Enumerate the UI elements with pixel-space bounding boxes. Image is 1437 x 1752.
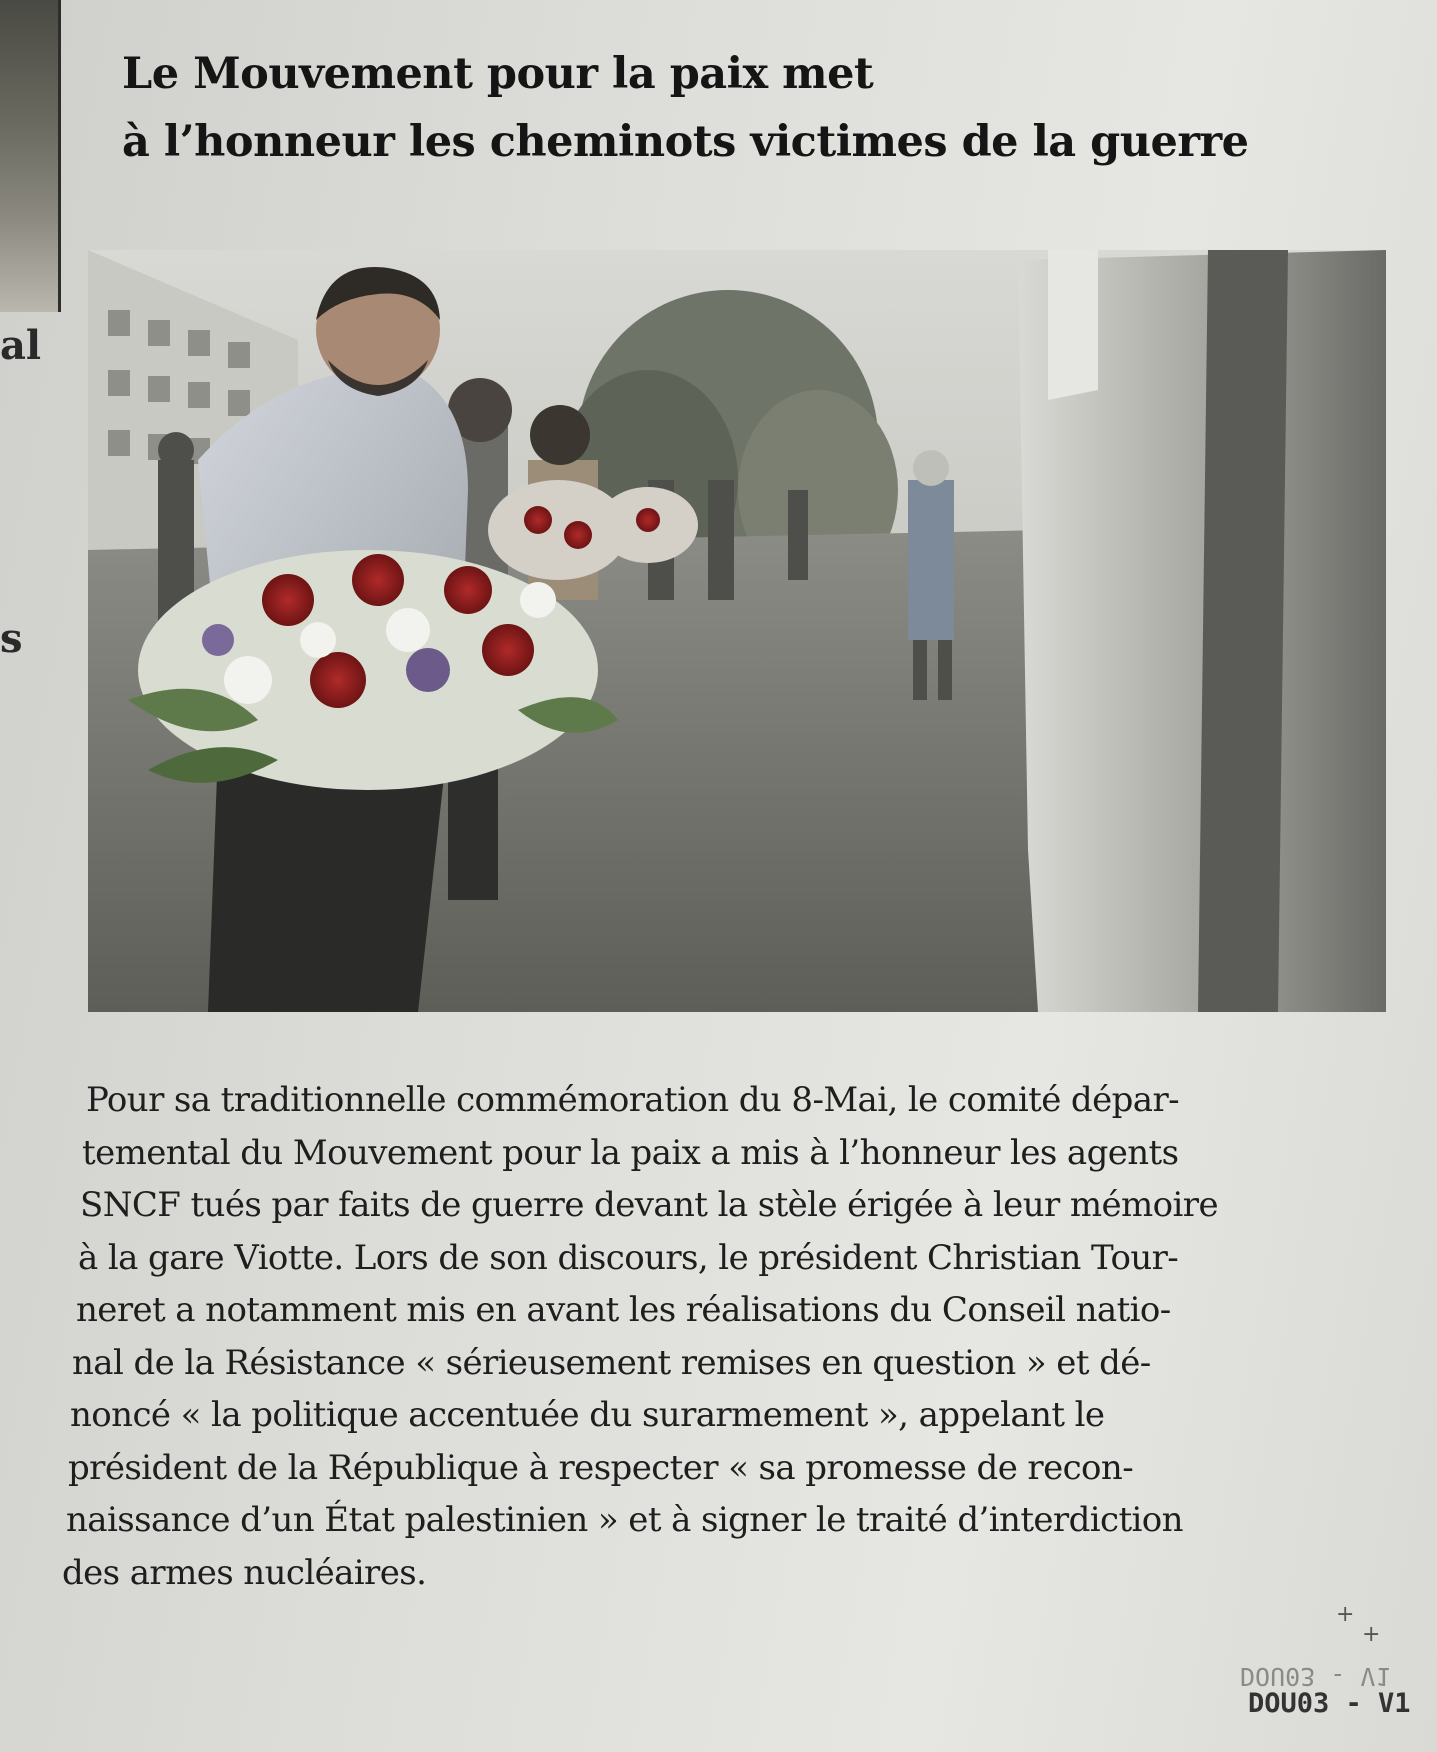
page-code: DOU03 - V1 — [1248, 1688, 1411, 1719]
body-line: nal de la Résistance « sérieusement remises en question » et dé- — [72, 1342, 1151, 1383]
body-line: SNCF tués par faits de guerre devant la stèle érigée à leur mémoire — [80, 1185, 1218, 1225]
body-line: noncé « la politique accentuée du surarmement », appelant le — [70, 1395, 1105, 1435]
headline-line-2: à l’honneur les cheminots victimes de la guerre — [122, 117, 1249, 167]
body-line: à la gare Viotte. Lors de son discours, le président Christian Tour- — [78, 1237, 1179, 1278]
body-line: Pour sa traditionnelle commémoration du 8-Mai, le comité dépar- — [86, 1080, 1179, 1120]
body-line: naissance d’un État palestinien » et à signer le traité d’interdiction — [66, 1500, 1183, 1540]
neighbour-photo-fragment — [0, 0, 58, 312]
article-headline — [122, 40, 1322, 176]
column-divider — [58, 0, 61, 312]
article-body — [62, 1074, 1392, 1599]
article-photo — [88, 250, 1386, 1012]
neighbour-text-fragment-al: al — [0, 322, 42, 369]
neighbour-text-fragment-s: s — [0, 615, 23, 662]
body-line: neret a notamment mis en avant les réalisations du Conseil natio- — [76, 1290, 1171, 1330]
headline-line-1: Le Mouvement pour la paix met — [122, 49, 874, 99]
registration-cross-icon: + — [1362, 1622, 1381, 1647]
registration-cross-icon: + — [1336, 1602, 1355, 1627]
body-line: temental du Mouvement pour la paix a mis à l’honneur les agents — [82, 1132, 1179, 1173]
page-code-showthrough: DOU03 - V1 — [1240, 1662, 1391, 1691]
body-line: président de la République à respecter « sa promesse de recon- — [68, 1447, 1134, 1488]
body-line: des armes nucléaires. — [62, 1552, 427, 1593]
